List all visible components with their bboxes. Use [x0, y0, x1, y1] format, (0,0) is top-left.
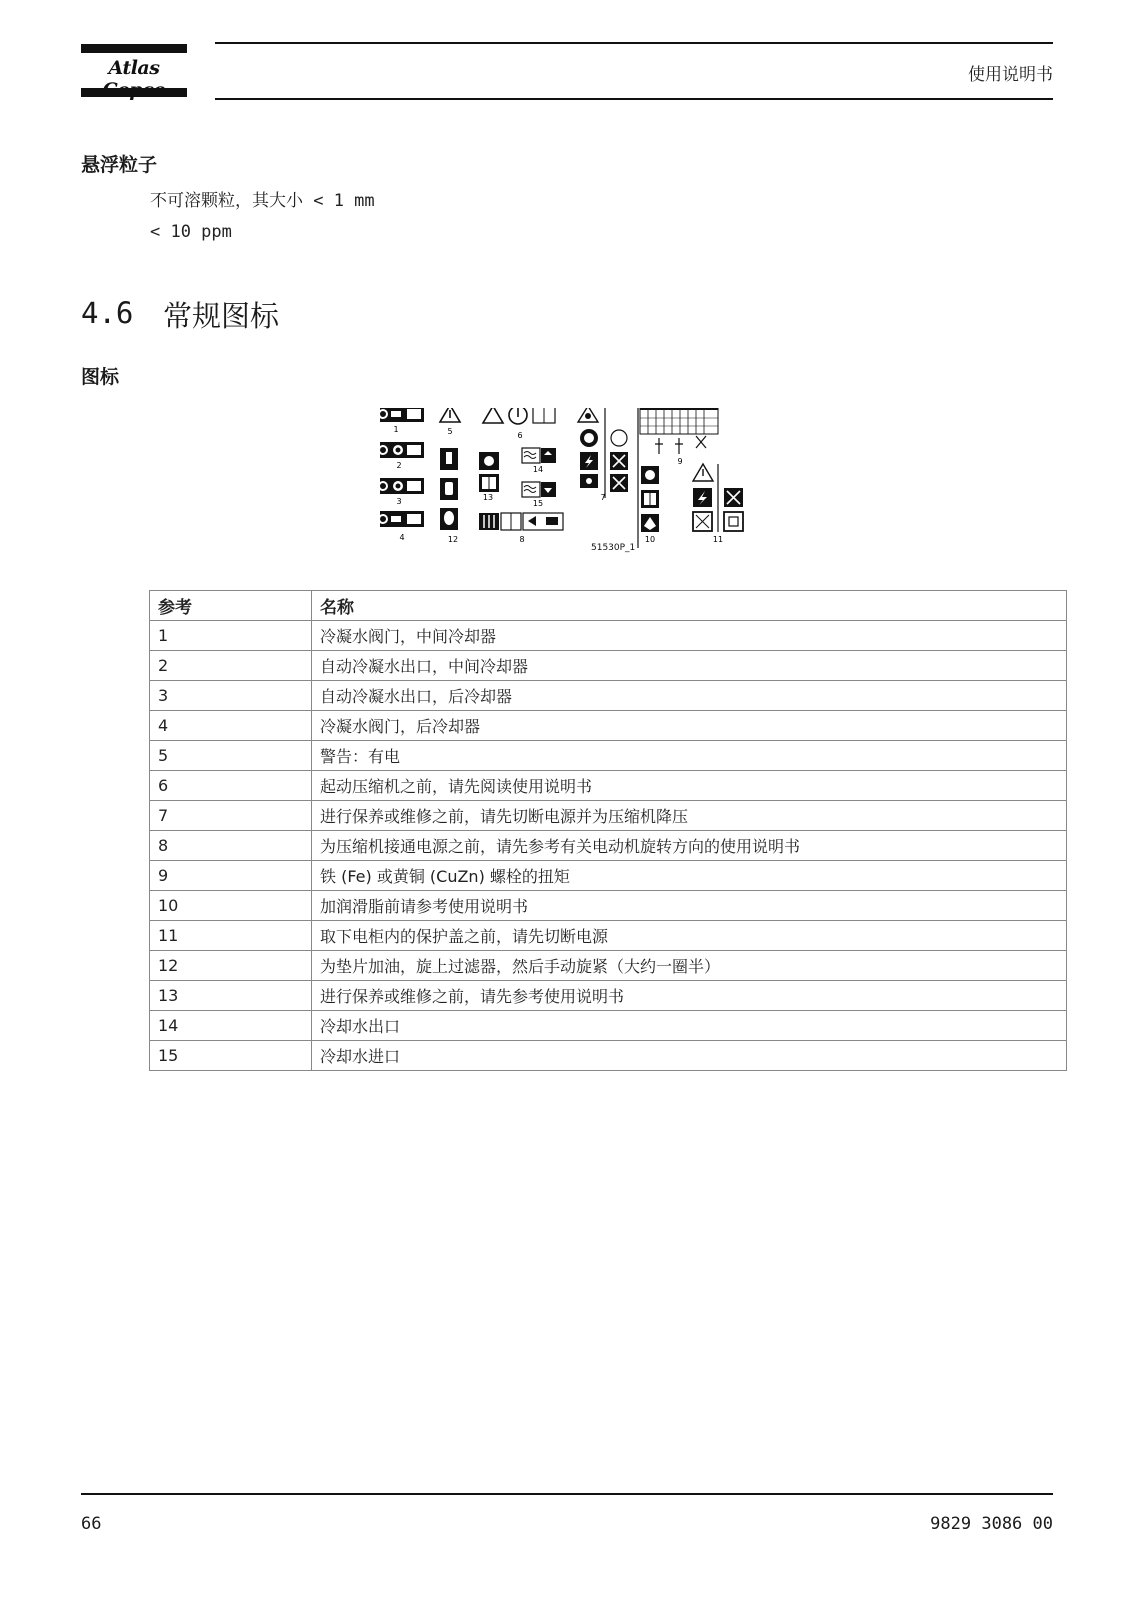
- column-header-ref: 参考: [150, 591, 312, 621]
- ref-cell: 3: [150, 681, 312, 711]
- figure-label-9: 9: [677, 457, 683, 466]
- icon-1-condensate-valve-intercooler: [380, 408, 424, 422]
- table-header-row: [150, 591, 1067, 621]
- figure-label-4: 4: [399, 533, 405, 542]
- figure-label-14: 14: [532, 465, 544, 474]
- table-row: [150, 771, 1067, 801]
- icon-13-service-manual: [479, 452, 499, 492]
- ref-cell: 15: [150, 1041, 312, 1071]
- ref-cell: 4: [150, 711, 312, 741]
- ref-cell: 11: [150, 921, 312, 951]
- name-cell: 自动冷凝水出口，中间冷却器: [312, 651, 1067, 681]
- figure-code: 51530P_1: [591, 543, 636, 553]
- ref-cell: 14: [150, 1011, 312, 1041]
- icon-reference-table: [149, 590, 1067, 1071]
- table-row: [150, 921, 1067, 951]
- ref-cell: 8: [150, 831, 312, 861]
- name-cell: 加润滑脂前请参考使用说明书: [312, 891, 1067, 921]
- name-cell: 起动压缩机之前，请先阅读使用说明书: [312, 771, 1067, 801]
- table-row: [150, 1011, 1067, 1041]
- table-row: [150, 891, 1067, 921]
- footer-rule: [81, 1493, 1053, 1495]
- name-cell: 为垫片加油，旋上过滤器，然后手动旋紧（大约一圈半）: [312, 951, 1067, 981]
- ref-cell: 6: [150, 771, 312, 801]
- ref-cell: 7: [150, 801, 312, 831]
- icon-4-condensate-valve-aftercooler: [380, 511, 424, 527]
- figure-label-15: 15: [532, 499, 544, 508]
- icon-3-auto-drain-aftercooler: [380, 478, 424, 494]
- table-row: [150, 651, 1067, 681]
- document-title: 使用说明书: [968, 65, 1053, 85]
- table-row: [150, 711, 1067, 741]
- icon-6-read-manual: [483, 408, 555, 424]
- atlas-copco-logo: [81, 44, 187, 98]
- figure-label-13: 13: [482, 493, 494, 502]
- table-row: [150, 831, 1067, 861]
- name-cell: 冷却水进口: [312, 1041, 1067, 1071]
- logo-bar-bottom: [81, 88, 187, 97]
- icon-11-isolate-cabinet: [693, 464, 743, 532]
- table-row: [150, 951, 1067, 981]
- name-cell: 为压缩机接通电源之前，请先参考有关电动机旋转方向的使用说明书: [312, 831, 1067, 861]
- figure-label-7: 7: [600, 493, 606, 502]
- document-number: 9829 3086 00: [930, 1514, 1053, 1534]
- icon-15-cooling-water-inlet: [522, 482, 556, 497]
- ref-cell: 1: [150, 621, 312, 651]
- icons-heading: 图标: [81, 366, 120, 388]
- ref-cell: 13: [150, 981, 312, 1011]
- logo-text: Atlas: [108, 57, 160, 79]
- figure-label-2: 2: [396, 461, 402, 470]
- page-number: 66: [81, 1514, 102, 1534]
- column-header-name: 名称: [312, 591, 1067, 621]
- table-row: [150, 981, 1067, 1011]
- name-cell: 冷却水出口: [312, 1011, 1067, 1041]
- table-row: [150, 801, 1067, 831]
- table-row: [150, 1041, 1067, 1071]
- figure-label-12: 12: [447, 535, 459, 544]
- icons-figure: [380, 408, 760, 558]
- header-rule-bottom: [215, 98, 1053, 100]
- ref-cell: 2: [150, 651, 312, 681]
- particles-line-1: 不可溶颗粒，其大小 < 1 mm: [150, 191, 375, 211]
- icon-5-warning-voltage: [440, 408, 460, 422]
- icon-10-grease: [641, 466, 659, 532]
- section-number: 4.6: [81, 296, 134, 330]
- name-cell: 进行保养或维修之前，请先参考使用说明书: [312, 981, 1067, 1011]
- ref-cell: 9: [150, 861, 312, 891]
- name-cell: 冷凝水阀门，中间冷却器: [312, 621, 1067, 651]
- table-row: [150, 621, 1067, 651]
- table-body: [150, 621, 1067, 1071]
- ref-cell: 12: [150, 951, 312, 981]
- header-rule-top: [215, 42, 1053, 44]
- figure-label-8: 8: [519, 535, 525, 544]
- figure-label-10: 10: [644, 535, 656, 544]
- section-title: 常规图标: [163, 299, 280, 333]
- ref-cell: 10: [150, 891, 312, 921]
- logo-bar-top: [81, 44, 187, 53]
- name-cell: 警告：有电: [312, 741, 1067, 771]
- table-row: [150, 741, 1067, 771]
- icon-14-cooling-water-outlet: [522, 448, 556, 463]
- icon-2-auto-drain-intercooler: [380, 442, 424, 458]
- particles-heading: 悬浮粒子: [81, 154, 158, 176]
- table-row: [150, 681, 1067, 711]
- name-cell: 铁 (Fe) 或黄铜 (CuZn) 螺栓的扭矩: [312, 861, 1067, 891]
- name-cell: 冷凝水阀门，后冷却器: [312, 711, 1067, 741]
- figure-label-3: 3: [396, 497, 402, 506]
- figure-label-5: 5: [447, 427, 453, 436]
- name-cell: 取下电柜内的保护盖之前，请先切断电源: [312, 921, 1067, 951]
- name-cell: 进行保养或维修之前，请先切断电源并为压缩机降压: [312, 801, 1067, 831]
- icon-7-depressurize-isolate: [578, 408, 628, 498]
- figure-label-1: 1: [393, 425, 399, 434]
- particles-line-2: < 10 ppm: [150, 222, 232, 242]
- icon-8-motor-rotation: [479, 513, 563, 530]
- icon-12-filter-oil: [440, 448, 458, 530]
- ref-cell: 5: [150, 741, 312, 771]
- name-cell: 自动冷凝水出口，后冷却器: [312, 681, 1067, 711]
- figure-label-11: 11: [712, 535, 724, 544]
- table-row: [150, 861, 1067, 891]
- figure-label-6: 6: [517, 431, 523, 440]
